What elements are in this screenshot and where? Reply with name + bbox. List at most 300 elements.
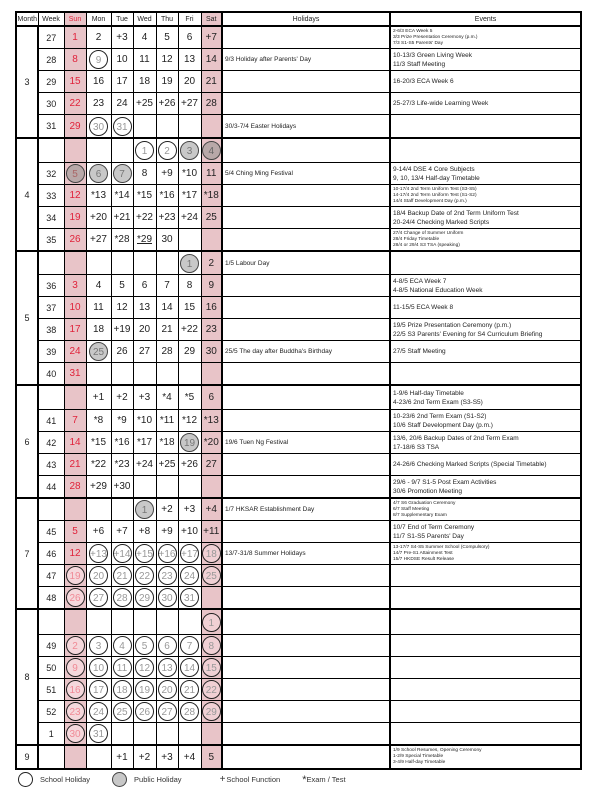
event-item: 1/9 School Resumes, Opening Ceremony <box>393 748 482 753</box>
day-cell-wed <box>133 565 156 587</box>
day-cell-fri <box>178 701 201 723</box>
public-holiday-date: 3 <box>180 141 199 160</box>
day-cell-thu <box>156 71 178 93</box>
day-cell-tue <box>111 275 133 297</box>
day-cell-mon <box>86 207 111 229</box>
event-item: 8/7 Supplementary Exam <box>393 512 447 518</box>
day-cell-tue <box>111 454 133 476</box>
day-cell-tue <box>111 385 133 410</box>
school-holiday-date: 25 <box>202 566 221 585</box>
week-number: 40 <box>38 363 64 386</box>
day-cell-fri <box>178 498 201 521</box>
holiday-cell <box>222 93 390 115</box>
day-cell-fri <box>178 71 201 93</box>
date: 15 <box>183 302 196 313</box>
date: +26 <box>158 98 176 109</box>
events-cell <box>390 363 581 386</box>
event-item: 27/5 Staff Meeting <box>393 348 446 355</box>
date: +20 <box>90 212 107 223</box>
day-cell-thu <box>156 163 178 185</box>
event-item: 10-23/6 2nd Term Exam (S1-S2) <box>393 412 487 420</box>
event-item: 19/5 Prize Presentation Ceremony (p.m.) <box>393 321 512 329</box>
day-cell-sat <box>201 341 222 363</box>
day-cell-fri <box>178 363 201 386</box>
day-cell-sun <box>64 363 86 386</box>
public-holiday-date: 6 <box>89 164 108 183</box>
header-mon: Mon <box>86 12 111 26</box>
day-cell-mon <box>86 275 111 297</box>
school-holiday-date: 17 <box>89 680 108 699</box>
holiday-cell <box>222 454 390 476</box>
month-cell: 4 <box>16 138 38 251</box>
day-cell-tue <box>111 657 133 679</box>
school-holiday-date: 8 <box>202 636 221 655</box>
day-cell-sun <box>64 71 86 93</box>
event-item: 4-8/5 National Education Week <box>393 286 483 294</box>
events-cell <box>390 476 581 499</box>
school-holiday-date: 31 <box>89 724 108 743</box>
school-holiday-date: 31 <box>113 117 132 136</box>
date: 22 <box>69 98 81 109</box>
date: 10 <box>116 54 128 65</box>
events-cell <box>390 297 581 319</box>
event-item: 15/7 HKDSE Result Release <box>393 556 455 562</box>
date: +7 <box>205 32 217 43</box>
date: *18 <box>203 190 219 201</box>
week-number: 29 <box>38 71 64 93</box>
date: 6 <box>208 392 215 403</box>
day-cell-mon <box>86 163 111 185</box>
day-cell-fri <box>178 341 201 363</box>
event-item: 14-17/4 2nd Term Uniform Test (S1-S2) <box>393 192 477 198</box>
date: 21 <box>161 324 173 335</box>
day-cell-fri <box>178 476 201 499</box>
day-cell-sun <box>64 229 86 252</box>
event-item: 9-14/4 DSE 4 Core Subjects <box>393 165 475 173</box>
day-cell-mon <box>86 723 111 746</box>
event-item: 6/7 Staff Meeting <box>393 506 430 512</box>
header-sat: Sat <box>201 12 222 26</box>
date: *15 <box>90 437 106 448</box>
events-cell <box>390 565 581 587</box>
day-cell-tue <box>111 543 133 565</box>
date: 6 <box>141 280 148 291</box>
day-cell-thu <box>156 701 178 723</box>
school-holiday-date: 2 <box>158 141 177 160</box>
date: 2 <box>208 257 215 269</box>
holiday-cell <box>222 207 390 229</box>
calendar-week-row <box>16 275 581 297</box>
day-cell-tue <box>111 565 133 587</box>
day-cell-thu <box>156 454 178 476</box>
event-item: 20-24/4 Checking Marked Scripts <box>393 218 490 226</box>
week-number <box>38 498 64 521</box>
school-holiday-date: 27 <box>158 702 177 721</box>
school-holiday-date: 16 <box>66 680 85 699</box>
public-holiday-date: 1 <box>135 500 154 519</box>
date: 8 <box>72 54 78 65</box>
date: 5 <box>72 526 78 537</box>
day-cell-tue <box>111 26 133 49</box>
day-cell-thu <box>156 432 178 454</box>
date: 31 <box>69 368 81 379</box>
holiday-cell <box>222 385 390 410</box>
day-cell-wed <box>133 71 156 93</box>
day-cell-mon <box>86 657 111 679</box>
month-cell: 6 <box>16 385 38 498</box>
day-cell-mon <box>86 521 111 543</box>
week-number: 34 <box>38 207 64 229</box>
day-cell-sun <box>64 701 86 723</box>
holiday-cell <box>222 609 390 635</box>
day-cell-wed <box>133 657 156 679</box>
day-cell-tue <box>111 71 133 93</box>
holiday-cell <box>222 185 390 207</box>
events-cell <box>390 251 581 275</box>
calendar-week-row <box>16 701 581 723</box>
day-cell-sun <box>64 723 86 746</box>
day-cell-tue <box>111 363 133 386</box>
day-cell-sat <box>201 26 222 49</box>
holiday-cell <box>222 587 390 610</box>
week-number: 38 <box>38 319 64 341</box>
date: +27 <box>90 234 107 245</box>
event-item: 3-4/9 Half-day Timetable <box>393 760 446 765</box>
school-holiday-date: 2 <box>66 636 85 655</box>
week-number: 31 <box>38 115 64 139</box>
day-cell-fri <box>178 185 201 207</box>
date: *18 <box>159 437 175 448</box>
day-cell-wed <box>133 229 156 252</box>
events-cell <box>390 207 581 229</box>
day-cell-tue <box>111 49 133 71</box>
calendar-week-row <box>16 297 581 319</box>
school-holiday-date: 9 <box>66 658 85 677</box>
date: +25 <box>158 459 176 470</box>
header-sun: Sun <box>64 12 86 26</box>
day-cell-wed <box>133 163 156 185</box>
school-holiday-date: 18 <box>202 544 221 563</box>
holiday-cell <box>222 679 390 701</box>
day-cell-mon <box>86 71 111 93</box>
day-cell-thu <box>156 363 178 386</box>
date: +6 <box>92 526 105 537</box>
day-cell-sat <box>201 363 222 386</box>
school-holiday-date: 5 <box>135 636 154 655</box>
events-cell <box>390 185 581 207</box>
date: +19 <box>113 324 131 335</box>
week-number: 42 <box>38 432 64 454</box>
school-holiday-date: 26 <box>66 588 85 607</box>
day-cell-fri <box>178 26 201 49</box>
day-cell-mon <box>86 609 111 635</box>
school-holiday-date: 19 <box>66 566 85 585</box>
date: *20 <box>203 437 219 448</box>
events-cell <box>390 454 581 476</box>
date: 1 <box>72 32 78 43</box>
day-cell-wed <box>133 185 156 207</box>
date: *4 <box>162 392 172 403</box>
calendar-week-row <box>16 565 581 587</box>
header-holidays: Holidays <box>222 12 390 26</box>
holiday-cell <box>222 657 390 679</box>
day-cell-sun <box>64 476 86 499</box>
day-cell-thu <box>156 341 178 363</box>
day-cell-sat <box>201 723 222 746</box>
legend-label: School Function <box>226 775 281 784</box>
day-cell-sat <box>201 138 222 163</box>
day-cell-sun <box>64 163 86 185</box>
date: 29 <box>69 120 81 132</box>
day-cell-thu <box>156 185 178 207</box>
school-holiday-date: 26 <box>135 702 154 721</box>
day-cell-fri <box>178 521 201 543</box>
date: *13 <box>203 415 219 426</box>
holiday-cell: 1/5 Labour Day <box>222 251 390 275</box>
event-item: 25-27/3 Life-wide Learning Week <box>393 100 489 107</box>
day-cell-sat <box>201 701 222 723</box>
date: 16 <box>205 302 217 313</box>
date: +10 <box>181 526 198 537</box>
public-holiday-date: 7 <box>113 164 132 183</box>
week-number: 30 <box>38 93 64 115</box>
public-holiday-date: 1 <box>180 254 199 273</box>
day-cell-thu <box>156 679 178 701</box>
calendar-week-row <box>16 71 581 93</box>
events-cell <box>390 26 581 49</box>
event-item: 11/7 S1-S5 Parents' Day <box>393 532 464 540</box>
day-cell-fri <box>178 587 201 610</box>
date: +4 <box>183 751 196 763</box>
day-cell-mon <box>86 93 111 115</box>
day-cell-wed <box>133 498 156 521</box>
day-cell-tue <box>111 319 133 341</box>
calendar-week-row <box>16 521 581 543</box>
day-cell-sun <box>64 275 86 297</box>
day-cell-wed <box>133 26 156 49</box>
week-number: 41 <box>38 410 64 432</box>
day-cell-mon <box>86 363 111 386</box>
school-holiday-date: +17 <box>180 544 199 563</box>
date: +29 <box>90 481 107 492</box>
header-fri: Fri <box>178 12 201 26</box>
events-cell <box>390 498 581 521</box>
day-cell-sun <box>64 185 86 207</box>
date: *13 <box>90 190 106 201</box>
public-holiday-date: 5 <box>66 164 85 183</box>
day-cell-thu <box>156 319 178 341</box>
date: +3 <box>183 504 196 515</box>
school-holiday-date: 29 <box>135 588 154 607</box>
month-cell: 8 <box>16 609 38 745</box>
date: 18 <box>92 324 105 335</box>
day-cell-wed <box>133 275 156 297</box>
week-number: 37 <box>38 297 64 319</box>
event-item: 10/6 Staff Development Day (p.m.) <box>393 421 493 429</box>
day-cell-mon <box>86 251 111 275</box>
calendar-week-row <box>16 609 581 635</box>
day-cell-wed <box>133 701 156 723</box>
day-cell-wed <box>133 49 156 71</box>
school-holiday-date: 23 <box>158 566 177 585</box>
date: *16 <box>114 437 130 448</box>
day-cell-sun <box>64 385 86 410</box>
day-cell-sat <box>201 93 222 115</box>
school-holiday-date: 12 <box>135 658 154 677</box>
day-cell-tue <box>111 723 133 746</box>
legend-school-function <box>220 774 281 785</box>
holiday-cell <box>222 363 390 386</box>
date: 9 <box>208 280 215 291</box>
day-cell-tue <box>111 207 133 229</box>
day-cell-wed <box>133 251 156 275</box>
calendar-week-row <box>16 229 581 252</box>
event-item: 13/6, 20/6 Backup Dates of 2nd Term Exam <box>393 434 519 442</box>
day-cell-wed <box>133 297 156 319</box>
date: *11 <box>159 415 175 426</box>
day-cell-sat <box>201 319 222 341</box>
events-cell <box>390 410 581 432</box>
day-cell-tue <box>111 341 133 363</box>
event-item: 1-2/9 Special Timetable <box>393 754 444 759</box>
day-cell-sat <box>201 587 222 610</box>
event-item: 14/7 Pre-S1 Attainment Test <box>393 550 453 556</box>
calendar-week-row <box>16 432 581 454</box>
school-holiday-date: +16 <box>158 544 177 563</box>
holiday-cell <box>222 723 390 746</box>
date: 17 <box>69 324 81 335</box>
date: +23 <box>158 212 176 223</box>
day-cell-thu <box>156 385 178 410</box>
day-cell-wed <box>133 410 156 432</box>
school-holiday-date: 24 <box>180 566 199 585</box>
date: 12 <box>69 190 81 201</box>
week-number: 46 <box>38 543 64 565</box>
day-cell-sun <box>64 609 86 635</box>
week-number: 52 <box>38 701 64 723</box>
date: +4 <box>205 504 217 515</box>
date: *29 <box>136 234 152 245</box>
week-number: 50 <box>38 657 64 679</box>
month-cell: 9 <box>16 745 38 769</box>
week-number: 1 <box>38 723 64 746</box>
day-cell-sun <box>64 410 86 432</box>
day-cell-sat <box>201 297 222 319</box>
date: 5 <box>208 751 215 763</box>
day-cell-thu <box>156 587 178 610</box>
day-cell-fri <box>178 275 201 297</box>
event-item: 4-23/6 2nd Term Exam (S3-S5) <box>393 398 483 406</box>
date: +25 <box>136 98 153 109</box>
events-cell <box>390 275 581 297</box>
day-cell-wed <box>133 207 156 229</box>
day-cell-fri <box>178 229 201 252</box>
day-cell-wed <box>133 723 156 746</box>
day-cell-fri <box>178 138 201 163</box>
events-cell <box>390 385 581 410</box>
holiday-cell <box>222 410 390 432</box>
calendar-week-row <box>16 723 581 746</box>
events-cell <box>390 609 581 635</box>
day-cell-mon <box>86 587 111 610</box>
event-item: 10-17/4 2nd Term Uniform Test (S3-S5) <box>393 186 477 192</box>
day-cell-sat <box>201 657 222 679</box>
week-number <box>38 609 64 635</box>
calendar-week-row <box>16 385 581 410</box>
events-cell <box>390 543 581 565</box>
week-number <box>38 251 64 275</box>
day-cell-thu <box>156 498 178 521</box>
day-cell-sun <box>64 297 86 319</box>
day-cell-thu <box>156 476 178 499</box>
day-cell-fri <box>178 251 201 275</box>
day-cell-wed <box>133 341 156 363</box>
day-cell-sun <box>64 251 86 275</box>
day-cell-sat <box>201 432 222 454</box>
day-cell-tue <box>111 635 133 657</box>
events-cell <box>390 71 581 93</box>
holiday-cell: 9/3 Holiday after Parents' Day <box>222 49 390 71</box>
event-item: 9, 10, 13/4 Half-day Timetable <box>393 174 480 182</box>
day-cell-mon <box>86 679 111 701</box>
date: 24 <box>116 98 128 109</box>
header-week: Week <box>38 12 64 26</box>
school-holiday-date: 13 <box>158 658 177 677</box>
events-cell <box>390 163 581 185</box>
school-holiday-date: +13 <box>89 544 108 563</box>
event-item: 28/4 or 29/4 S3 TSA (speaking) <box>393 242 460 248</box>
legend-school-holiday <box>18 772 90 787</box>
school-holiday-date: 30 <box>66 724 85 743</box>
day-cell-tue <box>111 138 133 163</box>
legend-label: School Holiday <box>40 775 91 784</box>
calendar-week-row <box>16 410 581 432</box>
week-number: 43 <box>38 454 64 476</box>
holiday-cell <box>222 229 390 252</box>
day-cell-fri <box>178 565 201 587</box>
day-cell-tue <box>111 93 133 115</box>
date: +22 <box>181 324 198 335</box>
school-calendar-table <box>15 11 582 770</box>
events-cell <box>390 679 581 701</box>
day-cell-wed <box>133 521 156 543</box>
day-cell-tue <box>111 476 133 499</box>
month-cell: 3 <box>16 26 38 138</box>
holiday-cell <box>222 26 390 49</box>
date: 12 <box>69 548 81 559</box>
day-cell-fri <box>178 543 201 565</box>
day-cell-sun <box>64 657 86 679</box>
calendar-week-row <box>16 115 581 139</box>
day-cell-tue <box>111 609 133 635</box>
day-cell-sat <box>201 609 222 635</box>
week-number: 49 <box>38 635 64 657</box>
day-cell-wed <box>133 93 156 115</box>
day-cell-fri <box>178 454 201 476</box>
event-item: 1-9/6 Half-day Timetable <box>393 389 464 397</box>
date: 14 <box>69 437 81 448</box>
day-cell-wed <box>133 609 156 635</box>
school-holiday-date: 27 <box>89 588 108 607</box>
date: 26 <box>69 234 81 245</box>
day-cell-sun <box>64 565 86 587</box>
day-cell-sat <box>201 163 222 185</box>
holiday-cell <box>222 71 390 93</box>
date: 25 <box>205 212 217 223</box>
day-cell-wed <box>133 679 156 701</box>
school-holiday-date: 9 <box>89 50 108 69</box>
date: 20 <box>183 76 196 87</box>
